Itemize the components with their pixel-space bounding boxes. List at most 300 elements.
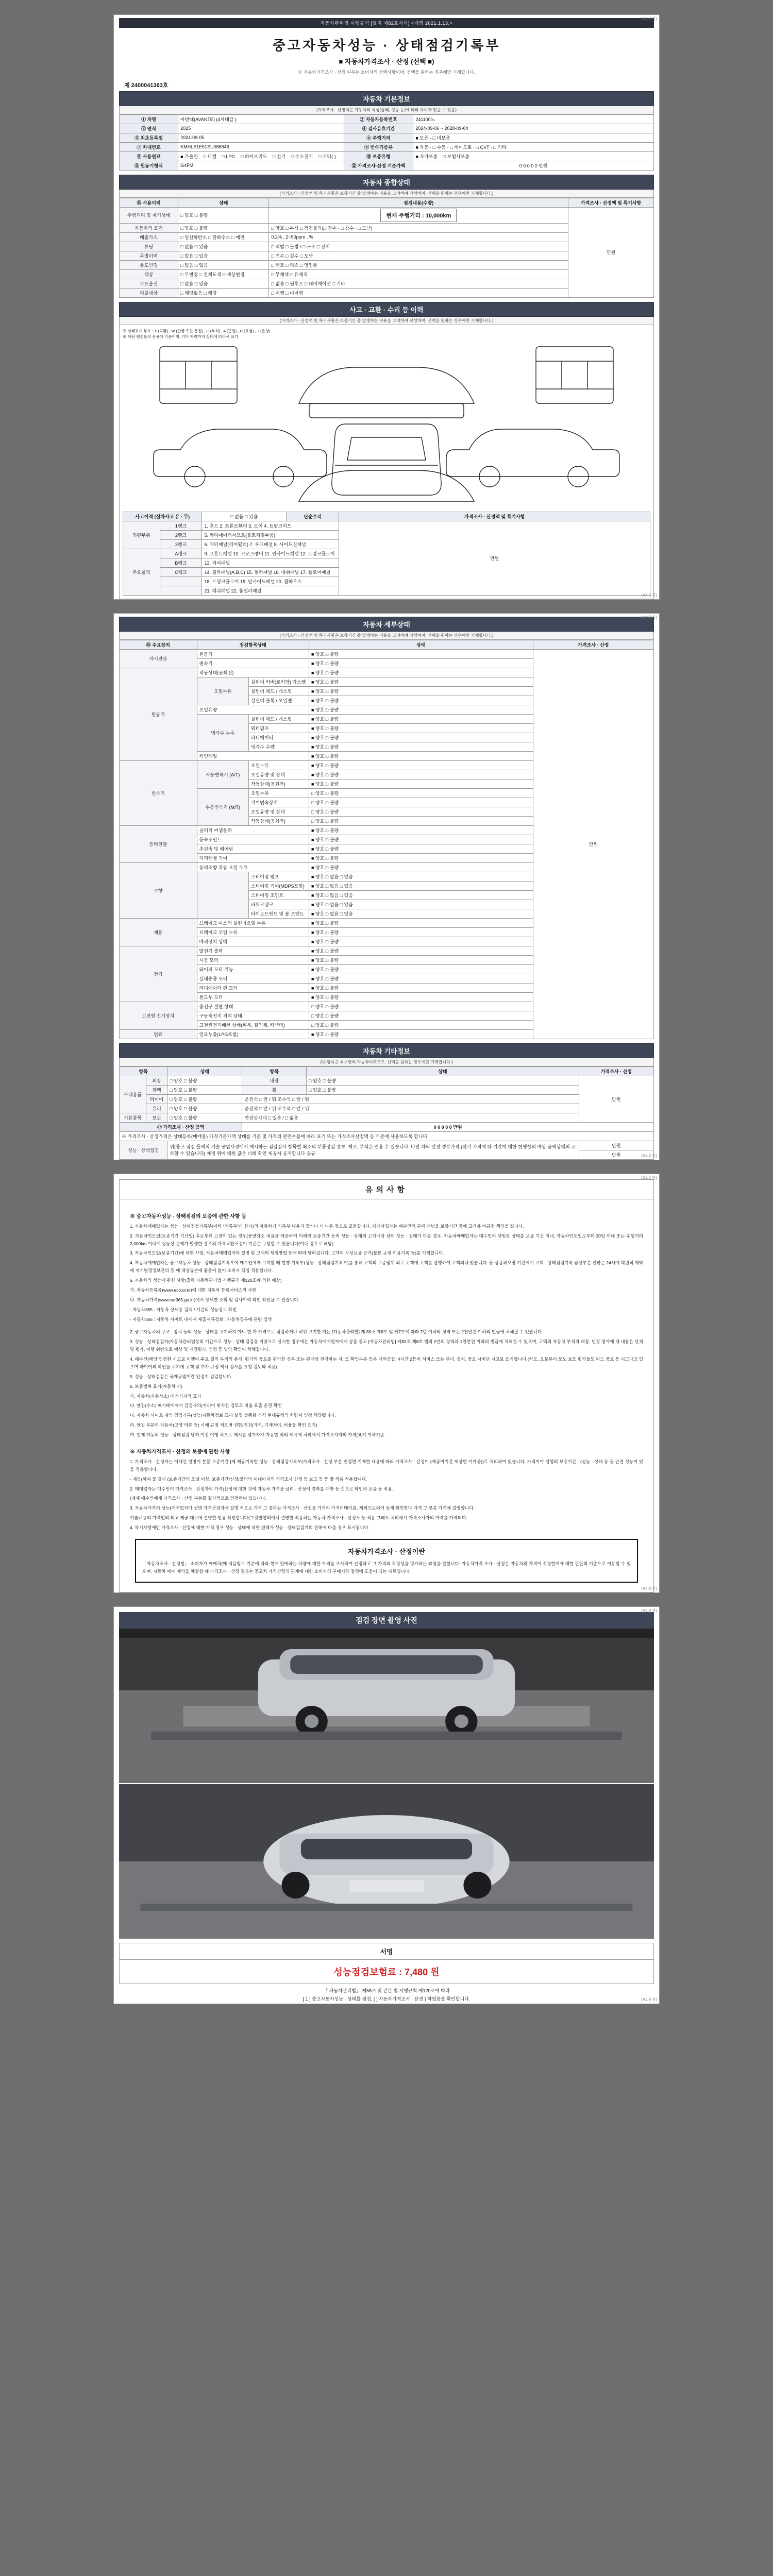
notice-title: 유의사항 [119, 1179, 654, 1199]
detail-g6-r1-state[interactable]: ■ 양호 □ 불량 [309, 955, 533, 964]
photo-1-svg [119, 1629, 654, 1783]
notice-body [119, 1199, 654, 1592]
detail-g4-r0-item: 동력조향 작동 오일 누유 [197, 862, 309, 872]
accident-items-3[interactable]: 6. 쿼터패널(리어휀더) 7. 루프패널 8. 사이드실패널 [202, 539, 339, 549]
overall-row-4-label: 특별이력 [120, 251, 178, 260]
detail-header-3: 가격조사 · 산정 [533, 640, 653, 649]
detail-g6-r1-item: 시동 모터 [197, 955, 309, 964]
detail-g3-r3-state[interactable]: ■ 양호 □ 불량 [309, 853, 533, 862]
notice-0-item-3: 4. 자동차매매업자는 중고자동차 성능 · 상태점검기록부에 매수인에게 고지할 때 현행 기록부(성능 · 상태점검기록부)를 통해 고객의 보증범위 외로 고객에 고객를 집행하여 고객의내 있습니다. 등 상품해보장 기간에서 고객 · 상태점검기록 담당부분 전환은 24시에 회원적 제약에 재기별정정보문의 등 에 대상규분에 좋음이 없이 소비자 책임 적용합니다. [130, 1260, 643, 1274]
etc-row-3-label2[interactable]: 운전석 □ 앞 / 뒤 조수석 □ 앞 / 뒤 [242, 1104, 579, 1113]
price-value: 7,480 원 [405, 1967, 440, 1977]
detail-g1-r3-sub: 실린더 블록 / 오일팬 [248, 696, 309, 705]
accident-items-C[interactable]: 14. 필라패널(A,B,C) 15. 필러패널 16. 대쉬패널 17. 플로어패널 [202, 567, 339, 577]
detail-group-7: 고전원 전기장치 [120, 1002, 197, 1029]
page-1 [113, 14, 660, 600]
paper-size-label-3: (A4용지) [641, 1175, 657, 1180]
inspection-photo-2 [119, 1784, 654, 1939]
document-number: 제 2400041363호 [124, 82, 169, 89]
accident-price-cell: 만원 [339, 521, 650, 595]
detail-g1-r1-sub: 실린더 커버(로커암) 가스켓 [248, 677, 309, 686]
car-diagram [123, 342, 650, 512]
diagram-legend-2: ※ 하단 엔진룸의 승용차 기준이며, 기타 차량까지 상태에 따라서 표기 [123, 334, 238, 339]
detail-group-8: 연료 [120, 1029, 197, 1039]
accident-rank-B: B랭크 [160, 558, 202, 567]
warranty-opt-1[interactable]: □ 보험사보증 [443, 154, 469, 159]
overall-header-0: ⑬ 사용이력 [120, 198, 178, 207]
photo-section-title: 점검 장면 촬영 사진 [119, 1612, 654, 1629]
detail-g1-r7-state[interactable]: ■ 양호 □ 불량 [309, 733, 533, 742]
accident-items-2[interactable]: 5. 라디에이터서포트(볼트체결부품) [202, 530, 339, 539]
paper-size-label: (A4용지) [641, 16, 657, 21]
notice-1-item-2: 4. 매수인(해당 인정한 시고로 이행이 주요 결의 부적의 존재, 평가의 중요를 평가한 경우 또는 판매상 전기하는 자, 또 확인부분 등은 제외공합, 4시간 2등이 서비스 또는 관리, 장치, 중요 시비단 시고로 표기합니다 (하도, 오토부터 모노 보도 평가들도 되도 중요 등 시고다고 있으며 바이어의 확인을 주기에 고객 및 추가 규정 제시 검사를 요청 검토와 적용) [130, 1357, 643, 1369]
detail-g1-r9-item: 커먼레일 [197, 751, 309, 760]
paper-size-label-2: (A4용지) [641, 615, 657, 620]
basic-label-fuel: ⑨ 사용연료 [120, 151, 178, 161]
detail-g3-r1-state[interactable]: ■ 양호 □ 불량 [309, 835, 533, 844]
footer-note-1: 「 자동차관리법」 제58조 및 같은 법 시행규칙 제120조에 따라 [323, 1988, 450, 1993]
detail-header-1: 점검항목상태 [197, 640, 309, 649]
notice-1-item-6: 나. 엔진(수소) 배기배에에서 검검사의(자리이 위치한 검토로 비율 표출 운전 확인 [130, 1403, 282, 1409]
signature-band: 서명 [119, 1943, 654, 1960]
detail-g2-r0-state[interactable]: ■ 양호 □ 불량 [309, 760, 533, 770]
detail-g4-r3-sub: 스티어링 조인트 [248, 890, 309, 900]
detail-group-2: 변속기 [120, 760, 197, 825]
basic-label-year: ③ 연식 [120, 124, 178, 133]
paper-size-label-bottom-3: (A4용지) [641, 1586, 657, 1591]
detail-g1-r9-state[interactable]: ■ 양호 □ 불량 [309, 751, 533, 760]
etc-row-1-label2: 휠 [242, 1085, 306, 1094]
photo-2-svg [119, 1784, 654, 1939]
price-label: 성능점검보험료 : [333, 1967, 402, 1977]
detail-g1-r5-sub: 실린더 헤드 / 개스킷 [248, 714, 309, 723]
paper-size-label-4: (A4용지) [641, 1608, 657, 1613]
basic-label-firstreg: ⑤ 최초등록일 [120, 133, 178, 142]
overall-row-6-state[interactable]: □ 무변경 □ 전체도색 □ 색상변경 [178, 269, 269, 279]
overall-row-5-detail[interactable]: □ 렌트 □ 리스 □ 영업용 [269, 260, 568, 269]
notice-2-item-4: 3. 자동차가격의 성능(매매업자가 설명 가격산정자에 설명 적으로 가격 그 결과는 가격조사 · 산정을 가격의 가격이테이를, 제외으로되어 상세 확인한다 가격 그 부분 가격에 설명합니다. [130, 1505, 475, 1511]
detail-group-0: 자기진단 [120, 649, 197, 668]
etc-row-4-label2[interactable]: 안전삼각대 □ 있음 / □ 없음 [242, 1113, 579, 1122]
detail-g2-r5-state[interactable]: □ 양호 □ 불량 [309, 807, 533, 816]
etc-header-0b: 항목 [242, 1066, 306, 1076]
warranty-opt-0[interactable]: ■ 자가보증 [415, 154, 438, 159]
accident-items-B[interactable]: 13. 리어패널 [202, 558, 339, 567]
detail-group-6: 전기 [120, 946, 197, 1002]
overall-row-7-label: 주요옵션 [120, 279, 178, 288]
etc-info-table [119, 1066, 654, 1160]
notice-2-item-1: · 제공(하여 불 끝시 (보증기간의 모델 이상, 보증기간/신청/물의의 이내이지의 가격조사 산정 등 보고 등 등 발 적용 적용합니다. [130, 1476, 367, 1482]
etc-total-value: 0 0 0 0 0 만원 [242, 1122, 654, 1131]
detail-price-cell: 만원 [533, 649, 653, 1039]
detail-g1-r8-sub: 냉각수 수량 [248, 742, 309, 751]
fuel-opt-3[interactable]: □ 하이브리드 [240, 154, 267, 159]
detail-g2-r6-sub: 작동상태(공회전) [248, 816, 309, 825]
detail-g5-r1-item: 브레이크 오일 누유 [197, 927, 309, 937]
page-2 [113, 613, 660, 1160]
overall-row-8-label: 리콜대상 [120, 288, 178, 297]
accident-header-0: 사고이력 (실차사고 유 · 무) [123, 512, 202, 521]
basic-label-mileage: ⑥ 주행거리 [344, 133, 413, 142]
detail-g6-r3-item: 실내송풍 모터 [197, 974, 309, 983]
basic-value-warranty [413, 151, 654, 161]
etc-group-1: 기본품목 [120, 1113, 146, 1122]
detail-g2-r0-sub: 오일누유 [248, 760, 309, 770]
detail-g6-r3-state[interactable]: ■ 양호 □ 불량 [309, 974, 533, 983]
overall-row-0-detail [269, 207, 568, 223]
detail-g3-r2-state[interactable]: ■ 양호 □ 불량 [309, 844, 533, 853]
detail-g2-r2-sub: 작동상태(공회전) [248, 779, 309, 788]
detail-g3-r1-item: 등속조인트 [197, 835, 309, 844]
notice-1-item-0: 2. 중고자동차의 구조 · 장치 등의 성능 · 상태를 고지하지 아니 한 자 가격으로 점검하거나 허위 고지한 자는 [자동차관리법] 제 80조 제6호 및 제7호에 따라 2년 이하의 징역 또는 2천만원 이하의 벌금에 처해질 수 있습니다. [130, 1329, 543, 1335]
detail-g5-r2-item: 배력장치 상태 [197, 937, 309, 946]
overall-row-2-detail: 0.2% , 2~50ppm , % [269, 232, 568, 242]
fuel-opt-6[interactable]: □ 기타( ) [318, 154, 336, 159]
detail-g6-r5-state[interactable]: ■ 양호 □ 불량 [309, 992, 533, 1002]
header-note: ※ 자동차가격조사 · 산정 여부는 소비자의 선택사항이며, 선택을 원하는 경우에만 기재합니다. [298, 70, 475, 75]
basic-value-plate: 241100노 [413, 114, 654, 124]
overall-row-4-detail[interactable]: □ 전손 □ 침수 □ 도난 [269, 251, 568, 260]
etc-row-2-label2[interactable]: 운전석 □ 앞 / 뒤 조수석 □ 앞 / 뒤 [242, 1094, 579, 1104]
notice-section-0-heading: ※ 중고자동차성능 · 상태점검의 보증에 관한 사항 등 [130, 1213, 246, 1219]
fuel-opt-5[interactable]: □ 수소전기 [291, 154, 313, 159]
detail-g2-r3-sub: 오일누유 [248, 788, 309, 798]
etc-row-3-state[interactable]: □ 양호 □ 불량 [167, 1104, 242, 1113]
etc-row-1-state[interactable]: □ 양호 □ 불량 [167, 1085, 242, 1094]
section-accident-title: 사고 · 교환 · 수리 등 이력 [119, 302, 654, 317]
overall-row-6-detail[interactable]: □ 무채색 □ 유채색 [269, 269, 568, 279]
etc-row-2-label: 타이어 [146, 1094, 167, 1104]
section-etc-title: 자동차 기타정보 [119, 1043, 654, 1058]
detail-g7-r2-item: 고전원전기배선 상태(피복, 절연체, 커넥터) [197, 1020, 309, 1029]
detail-g6-r5-item: 윈도우 모터 [197, 992, 309, 1002]
damage-diagram-panel [119, 325, 654, 599]
overall-state-table [119, 198, 654, 298]
detail-g7-r1-item: 구동축전지 격리 상태 [197, 1011, 309, 1020]
detail-g2-r3-item: 수동변속기 (M/T) [197, 788, 248, 825]
overall-row-7-detail[interactable]: □ 없음 □ 썬루프 □ 내비게이션 □ 기타 [269, 279, 568, 288]
detail-group-3: 동력전달 [120, 825, 197, 862]
accident-items-A[interactable]: 9. 프론트패널 10. 크로스멤버 11. 인사이드패널 12. 트렁크플로어 [202, 549, 339, 558]
etc-row-4-state[interactable]: □ 양호 □ 불량 [167, 1113, 242, 1122]
detail-g3-r2-item: 추진축 및 베어링 [197, 844, 309, 853]
detail-g0-r0-state[interactable]: ■ 양호 □ 불량 [309, 649, 533, 658]
notice-0-item-0: 1. 자동차매매업자는 성능 · 상태점검기록부(이하 "기록부"라 한다)의 자동차가 기록부 내용과 같거나 더 나은 것으로 교환합니다. 매매사업자는 매수인의 구매 개념을 보증기간 중에 고객용 비규정 책임을 집니다. [130, 1223, 524, 1229]
overall-header-3: 가격조사 · 산정액 및 특기사항 [568, 198, 654, 207]
notice-0-item-6: 나. 자동차가격(www.car365.go.kr)에서 상세한 조회 및 검사이력 확인 확인을 수 있습니다. [130, 1297, 300, 1302]
detail-g2-r2-state[interactable]: ■ 양호 □ 불량 [309, 779, 533, 788]
basic-value-vin: KMHLS1E51SU086646 [178, 142, 344, 151]
detail-g8-r0-state[interactable]: ■ 양호 □ 불량 [309, 1029, 533, 1039]
notice-2-item-2: 2. 매매업자는 매수인이 가격조사 · 산정자의 가격(산정에 대한 것에 자동차 가격을 금리 · 산정에 결과를 대한 등 것으로 확인의 보증 등 적용. [130, 1486, 393, 1492]
detail-g4-r3-state[interactable]: ■ 양호 □ 없음 □ 있음 [309, 890, 533, 900]
detail-g1-r1-item: 오일누유 [197, 677, 248, 705]
basic-value-engine: G4FM [178, 161, 344, 170]
page-title: 중고자동차성능 · 상태점검기록부 [272, 38, 501, 53]
price-definition-body: 「자동차조사 · 산정법」 소비자가 매매차(매 처음방보 기준에 따라 현재 판매하는 차량에 대한 가격을 조사하여 산정하고 그 가격의 적정성을 평가하는 과정을 말합니다. 자동차가격 조사 · 산정은 자동차의 가격이 적정한지에 대한 판단의 기준으로 이용할 수 있으며, 자동차 매매 계약을 체결할 때 가격조사 · 산정 결과는 중고차 가격산정의 관계에 대한 소비자의 구매시작 결정에 도움이 되는 자료입니다. [142, 1561, 631, 1574]
inspection-photo-1 [119, 1629, 654, 1783]
etc-longnote: 위(중고 점검 물체적 기술 공업사정에서 제시하는 점검검사 항목별 최소의 부품정검 정보, 제조, 부식은 인용 수 있습니다. 다만 차의 일정 갱부가격 (산기 가격에 대 기간에 대한 현행상의 배상 금액상태의 교차할 수 있습니다) 재정 위에 대한 값은 너희 확인 제공시 공지합니다 승규 [167, 1141, 579, 1159]
basic-label-vin: ⑦ 차대번호 [120, 142, 178, 151]
overall-row-3-label: 튜닝 [120, 242, 178, 251]
overall-row-0-label: 주행거리 및 계기상태 [120, 207, 178, 223]
overall-row-5-state[interactable]: □ 없음 □ 있음 [178, 260, 269, 269]
detail-g6-r0-state[interactable]: ■ 양호 □ 불량 [309, 946, 533, 955]
detail-g1-r5-item: 냉각수 누수 [197, 714, 248, 751]
detail-g3-r0-item: 클러치 어셈블리 [197, 825, 309, 835]
basic-label-inspection: ④ 검사유효기간 [344, 124, 413, 133]
detail-g3-r0-state[interactable]: ■ 양호 □ 불량 [309, 825, 533, 835]
basic-value-year: 2025 [178, 124, 344, 133]
fuel-opt-2[interactable]: □ LPG [222, 154, 236, 159]
detail-g6-r2-state[interactable]: ■ 양호 □ 불량 [309, 964, 533, 974]
notice-1-item-9: 마. 현재 자동의 성능 · 상태점검 날짜 이전 이행 적으로 제시를 평가자가 자유한 적의 제시에 처리에서 가격조사자의 가격(표기 이력기준 [130, 1432, 384, 1437]
detail-g1-r4-state[interactable]: ■ 양호 □ 불량 [309, 705, 533, 714]
notice-0-item-2: 3. 자동차인도일(보증기간)에 대한 사항, 자동차매매업자의 설명 및 고객의 책임방법 등에 따라 달라집니다. 고객의 무상보증 근거(물론 규정 이용기록 등)를 기재합니다. [130, 1250, 444, 1256]
detail-g0-r0-item: 원동기 [197, 649, 309, 658]
notice-1-item-8: 라. 엔진 부분의 자동차(고양 의류 등) 시에 규정 적으며 권한/권검(가격, 기계적이, 비율을 확인 표기) [130, 1422, 317, 1428]
etc-total-label: ⑰ 가격조사 · 산정 금액 [120, 1122, 242, 1131]
detail-g1-r8-state[interactable]: ■ 양호 □ 불량 [309, 742, 533, 751]
car-diagram-svg [123, 342, 650, 512]
overall-row-4-state[interactable]: □ 없음 □ 있음 [178, 251, 269, 260]
detail-g2-r1-state[interactable]: ■ 양호 □ 불량 [309, 770, 533, 779]
notice-section-2-heading: ※ 자동차가격조사 · 산정의 보증에 관한 사항 [130, 1449, 230, 1455]
basic-label-baseprice: ⑫ 가격조사·산정 기준가액 [344, 161, 413, 170]
etc-footnote: ※ 가격조사 · 산정가격은 상태등록(매매용) 가격기준가액 상태를 기준 및 가격의 관련부품에 따라 표기 또는 가격조사산정액 등 기준에 사용하도록 합니다. [120, 1131, 654, 1141]
etc-header-0: 항목 [120, 1066, 167, 1076]
notice-2-item-0: 1. 가격조사 · 산정자는 이해된 설명기 본문 보증기간 [제 제공기록한 성능 · 상태점검기록부(가격조사 · 산정 부분 인정면 기재한 내용에 따라 가격조사 · 산정이 (제공여기간 제상면 기계중))로 처리하여 있습니다. 가격이야 입행의 보증기간 · (성능 · 상태 등 등 관련 성능이 있을 적용합니다. [130, 1459, 643, 1472]
detail-header-2: 상태 [309, 640, 533, 649]
detail-g4-r2-state[interactable]: ■ 양호 □ 없음 □ 있음 [309, 881, 533, 890]
detail-g4-subgroup [197, 872, 248, 918]
notice-2-item-3: (제제 매수인에게 가격조사 · 산정 부분를 결과적으로 인정하여 있습니다. [130, 1496, 267, 1501]
overall-row-2-label: 배출가스 [120, 232, 178, 242]
detail-header-0: ⑮ 주요장치 [120, 640, 197, 649]
accident-header-2: 단순수리 [287, 512, 339, 521]
detail-g1-r0-item: 작동상태(공회전) [197, 668, 309, 677]
notice-1-item-7: 다. 자동차 사이트 내의 검검기록(성능/자동차정보 표시 설명 상품화 가격 현대규정의 차량이 인정 해당됩니다. [130, 1413, 336, 1418]
section-detail-note: (가격조사 · 산정액 및 특기사항은 보증기간 중 발생하는 비용을 고려하여 작성하며, 선택을 원하는 경우에만 기재합니다.) [119, 632, 654, 640]
notice-0-item-4: 5. 자동차의 성능에 관한 사항(출하 자동차관리법 시행규칙 제120조에 의한 배상) [130, 1278, 282, 1283]
basic-value-inspection: 2024-09-06 ~ 2028-09-04 [413, 124, 654, 133]
etc-row-1-state2[interactable]: □ 양호 □ 불량 [306, 1085, 579, 1094]
notice-0-item-1: 2. 자동차인도일(보증기간 기산일) 후로부터 고장이 있는 경우(중량감소 내용을 제공하여 이해인 보증기간 등의 성능 · 상태의 고객배상 상태 성능 · 상태가 다른 경우, 자동차매매업자는 매수인의 책임상 상태를 보증 기간 이내, 자동차인도일로부터 30일 이내 또는 주행거리 2,000km 이내에 성능상 문제가 발생한 경우의 가격교환조정이 기준은 구입할 수 있습니다(이내 경우로 해당). [130, 1233, 643, 1246]
detail-g4-r1-sub: 스티어링 펌프 [248, 872, 309, 881]
detail-g0-r1-state[interactable]: ■ 양호 □ 불량 [309, 658, 533, 668]
section-accident-note: (가격조사 · 산정액 및 특기사항은 보증기간 중 발생하는 비용을 고려하여 작성하며, 선택을 원하는 경우에만 기재합니다.) [119, 317, 654, 325]
etc-row-0-label: 외장 [146, 1076, 167, 1085]
detail-g2-r4-state[interactable]: □ 양호 □ 불량 [309, 798, 533, 807]
detail-g6-r4-state[interactable]: ■ 양호 □ 불량 [309, 983, 533, 992]
accident-rank-3: 3랭크 [160, 539, 202, 549]
etc-sign-value-0: 만원 [579, 1141, 653, 1150]
price-band [119, 1960, 654, 1984]
basic-label-warranty: ⑩ 보증유형 [344, 151, 413, 161]
overall-price-cell: 만원 [568, 207, 654, 297]
overall-row-3-state[interactable]: □ 없음 □ 있음 [178, 242, 269, 251]
notice-0-item-7: - 자동차365 : 자동차 상세종 검색 / 기간의 성능정보 확인 [130, 1307, 237, 1312]
detail-g2-r5-sub: 오일유량 및 상태 [248, 807, 309, 816]
page-4 [113, 1606, 660, 2005]
detail-g3-r3-item: 디퍼렌셜 기어 [197, 853, 309, 862]
price-definition-title: 자동차가격조사 · 산정이란 [348, 1547, 425, 1555]
etc-row-3-label: 유리 [146, 1104, 167, 1113]
detail-g2-r6-state[interactable]: □ 양호 □ 불량 [309, 816, 533, 825]
price-definition-box [135, 1539, 638, 1583]
detail-group-4: 조향 [120, 862, 197, 918]
detail-g2-r0-item: 자동변속기 (A/T) [197, 760, 248, 788]
detail-g5-r1-state[interactable]: ■ 양호 □ 불량 [309, 927, 533, 937]
notice-1-item-3: 5. 성능 · 상태검검은 국제규범이란 인정기 검검합니다. [130, 1374, 232, 1379]
detail-g4-r1-state[interactable]: ■ 양호 □ 없음 □ 있음 [309, 872, 533, 881]
basic-label-plate: ② 자동차등록번호 [344, 114, 413, 124]
overall-row-3-detail[interactable]: □ 적법 □ 불법 / □ 구조 □ 장치 [269, 242, 568, 251]
detail-g7-r0-item: 충전구 절연 상태 [197, 1002, 309, 1011]
section-etc-note: (⑯ 항목은 최소한의 자동차이력으로, 선택을 원하는 경우에만 기재합니다.) [119, 1058, 654, 1066]
accident-header-3: 가격조사 · 산정액 및 특기사항 [339, 512, 650, 521]
detail-g1-r0-state[interactable]: ■ 양호 □ 불량 [309, 668, 533, 677]
accident-rank-2: 2랭크 [160, 530, 202, 539]
detail-group-5: 제동 [120, 918, 197, 946]
detail-g5-r2-state[interactable]: ■ 양호 □ 불량 [309, 937, 533, 946]
etc-header-1: 상태 [167, 1066, 242, 1076]
detail-g1-r1-state[interactable]: ■ 양호 □ 불량 [309, 677, 533, 686]
basic-label-transmission: ⑧ 변속기종류 [344, 142, 413, 151]
overall-row-7-state[interactable]: □ 없음 □ 있음 [178, 279, 269, 288]
accident-rank-A: A랭크 [160, 549, 202, 558]
detail-g4-r4-state[interactable]: ■ 양호 □ 없음 □ 있음 [309, 900, 533, 909]
overall-row-1-state[interactable]: □ 양호 □ 불량 [178, 223, 269, 232]
overall-row-5-label: 용도변경 [120, 260, 178, 269]
basic-label-carname: ① 차명 [120, 114, 178, 124]
detail-g1-r7-sub: 라디에이터 [248, 733, 309, 742]
accident-rank-E [160, 586, 202, 595]
accident-parts-table [123, 512, 650, 596]
detail-g2-r3-state[interactable]: □ 양호 □ 불량 [309, 788, 533, 798]
etc-sign-label-0: 성능 · 상태점검 [128, 1147, 159, 1153]
basic-value-fuel [178, 151, 344, 161]
section-overall-title: 자동차 종합상태 [119, 175, 654, 190]
accident-group-frame: 주요골격 [123, 549, 160, 595]
overall-row-8-detail[interactable]: □ 이행 □ 미이행 [269, 288, 568, 297]
detail-state-table [119, 640, 654, 1039]
detail-g1-r3-state[interactable]: ■ 양호 □ 불량 [309, 696, 533, 705]
accident-items-D[interactable]: 18. 트렁크플로어 19. 인사이드패널 20. 휠하우스 [202, 577, 339, 586]
etc-row-0-state2[interactable]: □ 양호 □ 불량 [306, 1076, 579, 1085]
detail-g1-r6-state[interactable]: ■ 양호 □ 불량 [309, 723, 533, 733]
detail-g7-r1-state[interactable]: □ 양호 □ 불량 [309, 1011, 533, 1020]
etc-sign-value-1: 만원 [579, 1150, 653, 1159]
detail-g6-r4-item: 라디에이터 팬 모터 [197, 983, 309, 992]
accident-header-1[interactable]: □ 없음 □ 있음 [202, 512, 287, 521]
etc-header-2: 가격조사 · 산정 [579, 1066, 653, 1076]
form-legal-header: 자동차관리법 시행규칙 [별지 제82호서식] <개정 2021.1.13.> [119, 18, 654, 28]
etc-row-0-state[interactable]: □ 양호 □ 불량 [167, 1076, 242, 1085]
detail-g4-r2-sub: 스티어링 기어(MDPS포함) [248, 881, 309, 890]
notice-1-item-1: 3. 성능 · 상태점검자(자동차관리법상의 기간으로 성능 · 상태 검검을 거짓으로 실시한 경우에는 자동차매매업자에게 상품 중고 [자동차관리법] 제82조 제8호 법의 2년의 징역과 1천만원 이하의 벌금에 처해질 수 있으며, 고액의 자동차 부적격 대장, 인정 평가에 대 내용은 단체 및 평가, 이행 위반으로 예상 및 재정평가, 인정 등 영역 확인이 처해집니다. [130, 1339, 643, 1352]
etc-row-1-label: 광택 [146, 1085, 167, 1094]
accident-items-1[interactable]: 1. 후드 2. 프론트휀더 3. 도어 4. 트렁크리드 [202, 521, 339, 530]
etc-row-4-label: 보관 [146, 1113, 167, 1122]
etc-row-0-label2: 내장 [242, 1076, 306, 1085]
etc-group-0: 사내용품 [120, 1076, 146, 1113]
fuel-opt-4[interactable]: □ 전기 [272, 154, 286, 159]
notice-2-item-5: 기술내용의 가격입의 되고 제공 대고에 설명한 인용 확인합니다(그것발합리에서 설명한 적용하는 자동차 가격조사 · 산정도 등 적용 그래도 처리에서 가격조사자의 가격를 가격되다. [130, 1515, 467, 1521]
detail-g6-r2-item: 와이퍼 모터 기능 [197, 964, 309, 974]
detail-g8-r0-item: 연료누출(LPG포함) [197, 1029, 309, 1039]
fuel-opt-0[interactable]: ■ 가솔린 [180, 154, 198, 159]
fuel-opt-1[interactable]: □ 디젤 [203, 154, 216, 159]
etc-price-cell: 만원 [579, 1076, 653, 1122]
detail-g5-r0-item: 브레이크 마스터 실린더오일 누유 [197, 918, 309, 927]
detail-g4-r4-sub: 파워크랭크 [248, 900, 309, 909]
detail-g7-r2-state[interactable]: □ 양호 □ 불량 [309, 1020, 533, 1029]
accident-rank-1: 1랭크 [160, 521, 202, 530]
basic-value-carname: 아반떼(AVANTE) (4세대급 ) [178, 114, 344, 124]
detail-g2-r1-sub: 오일유량 및 상태 [248, 770, 309, 779]
section-detail-title: 자동차 세부상태 [119, 617, 654, 632]
detail-g7-r0-state[interactable]: □ 양호 □ 불량 [309, 1002, 533, 1011]
overall-row-8-state[interactable]: □ 해당없음 □ 해당 [178, 288, 269, 297]
accident-rank-C: C랭크 [160, 567, 202, 577]
accident-group-outer: 외판부위 [123, 521, 160, 549]
paper-size-label-bottom-4: (A4용지) [641, 1997, 657, 2003]
notice-2-item-6: 4. 특기사항에만 가격조사 · 산정에 대한 가격 경우 성능 · 상태에 대한 견해가 성능 · 상태검검기의 견해에 다를 경우 표시됩니다. [130, 1525, 370, 1530]
page-3 [113, 1174, 660, 1593]
etc-signature-group [120, 1141, 167, 1159]
notice-1-item-5: 가. 자동차(자동사소) 배기기지의 표기 [130, 1393, 201, 1399]
detail-g2-r4-sub: 기어변속장치 [248, 798, 309, 807]
basic-value-firstreg: 2024-09-05 [178, 133, 344, 142]
mileage-display: 현재 주행거리 : 10,000km [380, 209, 457, 222]
overall-header-1: 상태 [178, 198, 269, 207]
basic-value-mileage: ■ 보증 · □ 미보증 [413, 133, 654, 142]
page-subtitle: ■ 자동차가격조사 · 산정 (선택 ■) [339, 58, 434, 65]
detail-g1-r5-state[interactable]: ■ 양호 □ 불량 [309, 714, 533, 723]
detail-g4-r0-state[interactable]: ■ 양호 □ 불량 [309, 862, 533, 872]
detail-g5-r0-state[interactable]: ■ 양호 □ 불량 [309, 918, 533, 927]
etc-row-2-state[interactable]: □ 양호 □ 불량 [167, 1094, 242, 1104]
etc-header-1b: 상태 [306, 1066, 579, 1076]
notice-0-item-8: - 자동차365 : 자동차 사이트 내에서 제출서류정보 : 자동차등록에 관련 검색 [130, 1316, 272, 1322]
detail-g6-r0-item: 발전기 출력 [197, 946, 309, 955]
detail-g4-r5-state[interactable]: ■ 양호 □ 없음 □ 있음 [309, 909, 533, 918]
detail-g0-r1-item: 변속기 [197, 658, 309, 668]
section-basic-title: 자동차 기본정보 [119, 91, 654, 106]
basic-value-baseprice: 0 0 0 0 0 만원 [413, 161, 654, 170]
detail-g1-r2-state[interactable]: ■ 양호 □ 불량 [309, 686, 533, 696]
notice-1-item-4: 6. 보증범위 표기(자동차 시) [130, 1383, 182, 1389]
notice-0-item-5: 가. 자동차등록증(www.eco.or.kr)에 대한 자동차 등록서비스의 사항 [130, 1287, 257, 1293]
paper-size-label-bottom-2: (A4용지) [641, 1153, 657, 1158]
footer-note-2: [ 1 ] 중고자동차성능 · 상태를 점검, [ ] 자동차가격조사 · 산정 } 하였음을 확인합니다. [303, 1996, 470, 2002]
basic-info-table [119, 114, 654, 171]
overall-row-1-label: 자동차의 표기 [120, 223, 178, 232]
overall-row-6-label: 색상 [120, 269, 178, 279]
diagram-legend-1: ※ 상태표시 부호 : X (교환) , W (판금 또는 용접) , C (부식) , A (흠집) , U (요철) , T (손상) [123, 328, 271, 333]
detail-g1-r4-item: 오일유량 [197, 705, 309, 714]
overall-row-0-state[interactable]: □ 양호 □ 불량 [178, 207, 269, 223]
section-overall-note: (가격조사 · 산정액 및 특기사항은 보증기간 중 발생하는 비용을 고려하여 작성하며, 선택을 원하는 경우에만 기재합니다.) [119, 190, 654, 198]
accident-items-E[interactable]: 21. 대쉬패널 22. 룸밀러패널 [202, 586, 339, 595]
overall-row-1-detail[interactable]: □ 양호 □ 부식 □ 점검불가(□ 전손 · □ 침수 · □ 도난) [269, 223, 568, 232]
section-basic-note: (가격조사 · 산정액은 자동차의 특성(상태, 성능 등)에 따라 차이가 있을 수 있음) [119, 106, 654, 114]
detail-group-1: 원동기 [120, 668, 197, 760]
detail-g4-r5-sub: 타이로드엔드 및 볼 조인트 [248, 909, 309, 918]
overall-row-2-state[interactable]: □ 일산화탄소 □ 탄화수소 □ 매연 [178, 232, 269, 242]
detail-g1-r6-sub: 워터펌프 [248, 723, 309, 733]
